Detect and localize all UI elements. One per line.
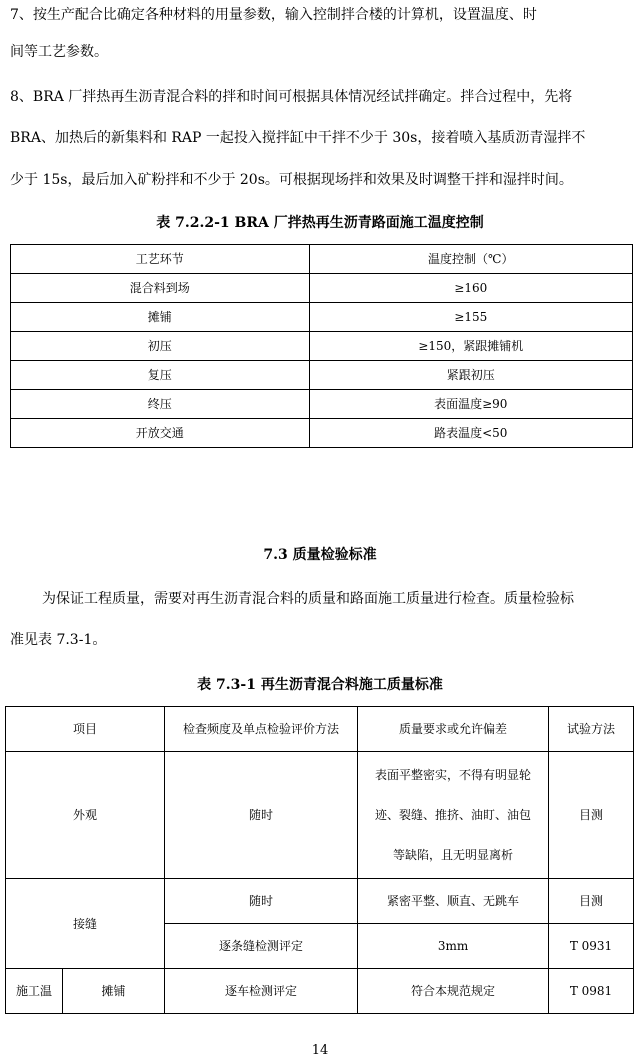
table1-caption: 表 7.2.2-1 BRA 厂拌热再生沥青路面施工温度控制 xyxy=(156,215,484,231)
requirement-line: 等缺陷，且无明显离析 xyxy=(393,848,514,862)
table-cell: 符合本规范规定 xyxy=(358,969,549,1014)
table-cell: 表面温度≥90 xyxy=(309,390,632,419)
requirement-line: 表面平整密实，不得有明显轮 xyxy=(375,768,532,782)
table-row xyxy=(11,332,633,361)
section-text-line-1: 为保证工程质量，需要对再生沥青混合料的质量和路面施工质量进行检查。质量检验标 xyxy=(42,591,574,607)
table-cell: 摊铺 xyxy=(11,303,310,332)
table-cell: ≥160 xyxy=(309,274,632,303)
header-cell: 项目 xyxy=(6,707,165,752)
table-cell: 目测 xyxy=(549,879,634,924)
paragraph-7-line-2: 间等工艺参数。 xyxy=(10,44,108,60)
table-cell: 初压 xyxy=(11,332,310,361)
table-row xyxy=(11,390,633,419)
paragraph-8-line-1: 8、BRA 厂拌热再生沥青混合料的拌和时间可根据具体情况经试拌确定。拌合过程中，先将 xyxy=(10,89,573,105)
header-cell: 工艺环节 xyxy=(11,245,310,274)
requirement-line: 迹、裂缝、推挤、油盯、油包 xyxy=(375,808,532,822)
header-cell: 试验方法 xyxy=(549,707,634,752)
paragraph-7-line-1: 7、按生产配合比确定各种材料的用量参数，输入控制拌合楼的计算机，设置温度、时 xyxy=(10,7,537,23)
table-row-joint-1 xyxy=(6,879,634,924)
table-cell: 接缝 xyxy=(6,879,165,969)
table-row-temperature xyxy=(6,969,634,1014)
table-cell-multiline xyxy=(358,752,549,879)
table-cell: 随时 xyxy=(165,879,358,924)
table-cell: 施工温 xyxy=(6,969,63,1014)
header-cell: 质量要求或允许偏差 xyxy=(358,707,549,752)
table-cell: 开放交通 xyxy=(11,419,310,448)
table-cell: 混合料到场 xyxy=(11,274,310,303)
table-cell: 3mm xyxy=(358,924,549,969)
table-cell: 紧跟初压 xyxy=(309,361,632,390)
table-cell: 随时 xyxy=(165,752,358,879)
table-cell: 路表温度<50 xyxy=(309,419,632,448)
table-cell: 逐车检测评定 xyxy=(165,969,358,1014)
section-text-line-2: 准见表 7.3-1。 xyxy=(10,632,107,648)
quality-standard-table xyxy=(5,706,634,1014)
table-row xyxy=(11,361,633,390)
header-cell: 检查频度及单点检验评价方法 xyxy=(165,707,358,752)
table-cell: 外观 xyxy=(6,752,165,879)
paragraph-8-line-3: 少于 15s，最后加入矿粉拌和不少于 20s。可根据现场拌和效果及时调整干拌和湿拌时间。 xyxy=(10,172,573,188)
header-cell: 温度控制（℃） xyxy=(309,245,632,274)
paragraph-8-line-2: BRA、加热后的新集料和 RAP 一起投入搅拌缸中干拌不少于 30s，接着喷入基质沥青湿拌不 xyxy=(10,130,586,146)
temperature-control-table xyxy=(10,244,633,448)
table-cell: 摊铺 xyxy=(63,969,165,1014)
table-cell: 目测 xyxy=(549,752,634,879)
table-cell: T 0981 xyxy=(549,969,634,1014)
table-row xyxy=(11,303,633,332)
table-cell: ≥150，紧跟摊铺机 xyxy=(309,332,632,361)
table-row xyxy=(11,274,633,303)
table-cell: 逐条缝检测评定 xyxy=(165,924,358,969)
table-row xyxy=(11,419,633,448)
page-number: 14 xyxy=(311,1043,329,1058)
table-header-row xyxy=(6,707,634,752)
table-row-appearance xyxy=(6,752,634,879)
table-cell: T 0931 xyxy=(549,924,634,969)
table-header-row xyxy=(11,245,633,274)
table-cell: 终压 xyxy=(11,390,310,419)
table-cell: 复压 xyxy=(11,361,310,390)
table-cell: 紧密平整、顺直、无跳车 xyxy=(358,879,549,924)
table-cell: ≥155 xyxy=(309,303,632,332)
table2-caption: 表 7.3-1 再生沥青混合料施工质量标准 xyxy=(197,677,443,693)
section-heading: 7.3 质量检验标准 xyxy=(263,547,377,563)
